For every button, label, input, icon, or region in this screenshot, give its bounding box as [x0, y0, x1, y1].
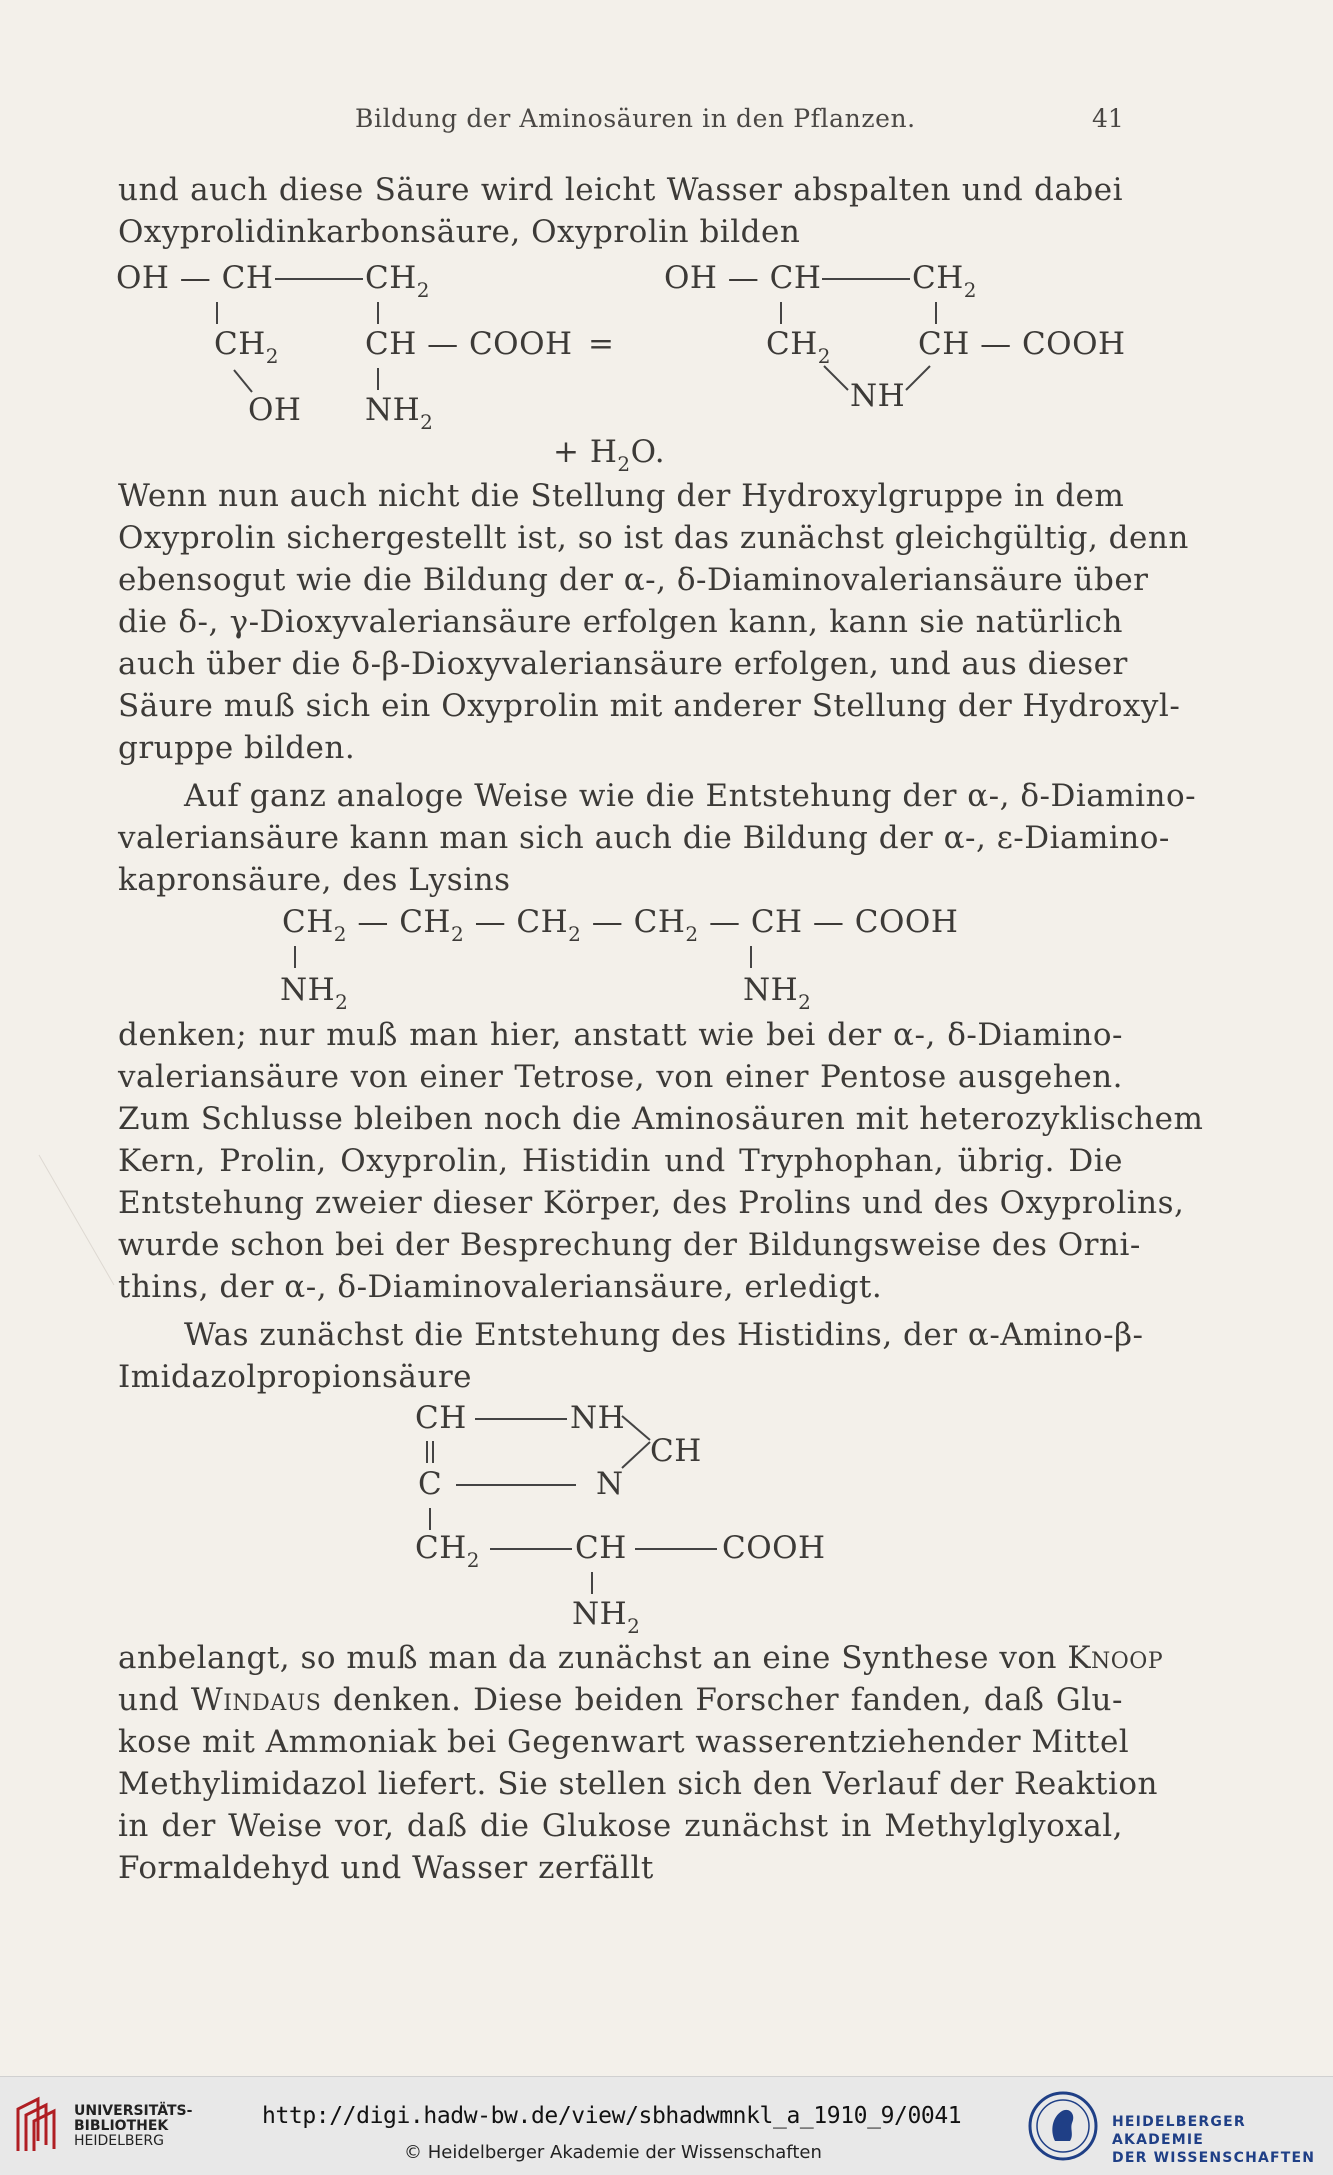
text-line: kapronsäure, des Lysins: [118, 862, 511, 898]
formula-text: N: [596, 1466, 624, 1502]
text-line: die δ-, γ-Dioxyvaleriansäure erfolgen kann, kann sie natürlich: [118, 604, 1123, 640]
formula-text: CH — COOH: [918, 326, 1126, 362]
text-line: Oxyprolin sichergestellt ist, so ist das zunächst gleichgültig, denn: [118, 520, 1189, 556]
formula-text: NH: [570, 1400, 626, 1436]
formula-text: $CH_2$: [766, 326, 831, 368]
formula-text: =: [588, 326, 615, 362]
text-line: anbelangt, so muß man da zunächst an eine Synthese von Knoop: [118, 1640, 1164, 1676]
bond-line: [426, 1441, 428, 1463]
bond-line: [780, 302, 782, 324]
text-line: Imidazolpropionsäure: [118, 1359, 473, 1395]
text-line: Formaldehyd und Wasser zerfällt: [118, 1850, 654, 1886]
bond-line: [490, 1548, 572, 1550]
bond-line: [432, 1441, 434, 1463]
text-line: auch über die δ-β-Dioxyvaleriansäure erfolgen, und aus dieser: [118, 646, 1128, 682]
text-line: in der Weise vor, daß die Glukose zunächst in Methylglyoxal,: [118, 1808, 1123, 1844]
bond-line: [275, 278, 363, 280]
author-name: Knoop: [1067, 1640, 1164, 1676]
formula-text: CH: [575, 1530, 627, 1566]
formula-text: $CH_2$: [365, 260, 430, 302]
text-line: kose mit Ammoniak bei Gegenwart wasserentziehender Mittel: [118, 1724, 1130, 1760]
text-line: thins, der α-, δ-Diaminovaleriansäure, erledigt.: [118, 1269, 883, 1305]
formula-text: NH: [850, 378, 906, 414]
text-line: Entstehung zweier dieser Körper, des Prolins und des Oxyprolins,: [118, 1185, 1185, 1221]
formula-text: CH: [650, 1433, 702, 1469]
paper-stain: [0, 1155, 114, 1315]
bond-line: [456, 1484, 576, 1486]
text-line: Was zunächst die Entstehung des Histidins, der α-Amino-β-: [184, 1317, 1144, 1353]
formula-text: OH: [248, 392, 302, 428]
formula-text: $NH_2$: [743, 972, 812, 1014]
bond-line: [750, 946, 752, 968]
formula-text: + $H_2O$.: [553, 434, 666, 476]
formula-text: COOH: [722, 1530, 826, 1566]
academy-name: HEIDELBERGER AKADEMIE DER WISSENSCHAFTEN: [1112, 2114, 1316, 2166]
bond-line: [591, 1572, 593, 1594]
text-line: Auf ganz analoge Weise wie die Entstehung der α-, δ-Diamino-: [184, 778, 1197, 814]
bond-line: [294, 946, 296, 968]
text-line: Säure muß sich ein Oxyprolin mit anderer Stellung der Hydroxyl-: [118, 688, 1181, 724]
text-line: Kern, Prolin, Oxyprolin, Histidin und Tryphophan, übrig. Die: [118, 1143, 1123, 1179]
university-library-logo-icon: [14, 2095, 56, 2153]
text-line: und auch diese Säure wird leicht Wasser abspalten und dabei: [118, 172, 1123, 208]
formula-text: $NH_2$: [280, 972, 349, 1014]
text-line: Methylimidazol liefert. Sie stellen sich den Verlauf der Reaktion: [118, 1766, 1159, 1802]
formula-text: $NH_2$: [572, 1596, 641, 1638]
permalink[interactable]: http://digi.hadw-bw.de/view/sbhadwmnkl_a_1910_9/0041: [262, 2103, 962, 2129]
bond-line: [902, 364, 932, 394]
text-line: Zum Schlusse bleiben noch die Aminosäuren mit heterozyklischem: [118, 1101, 1204, 1137]
text-line: gruppe bilden.: [118, 730, 356, 766]
bond-line: [822, 278, 910, 280]
formula-text: CH — COOH: [365, 326, 573, 362]
text-line: wurde schon bei der Besprechung der Bildungsweise des Orni-: [118, 1227, 1141, 1263]
formula-text: $CH_2$: [415, 1530, 480, 1572]
page-number: 41: [1092, 104, 1124, 133]
text-line: denken; nur muß man hier, anstatt wie bei der α-, δ-Diamino-: [118, 1017, 1123, 1053]
text-line: ebensogut wie die Bildung der α-, δ-Diaminovaleriansäure über: [118, 562, 1149, 598]
university-library-name: UNIVERSITÄTS- BIBLIOTHEK HEIDELBERG: [74, 2103, 193, 2149]
author-name: Windaus: [190, 1682, 322, 1718]
bond-line: [635, 1548, 717, 1550]
bond-line: [822, 364, 852, 394]
bond-line: [475, 1418, 567, 1420]
formula-text: OH — CH: [116, 260, 274, 296]
academy-seal-icon: [1028, 2091, 1098, 2161]
running-header: Bildung der Aminosäuren in den Pflanzen.: [355, 104, 916, 133]
text-line: Oxyprolidinkarbonsäure, Oxyprolin bilden: [118, 214, 801, 250]
bond-line: [377, 368, 379, 390]
text-line: Wenn nun auch nicht die Stellung der Hydroxylgruppe in dem: [118, 478, 1125, 514]
footer-bar: [0, 2076, 1333, 2175]
text-line: und Windaus denken. Diese beiden Forscher fanden, daß Glu-: [118, 1682, 1123, 1718]
bond-line: [935, 302, 937, 324]
formula-text: OH — CH: [664, 260, 822, 296]
formula-text: $NH_2$: [365, 392, 434, 434]
bond-line: [216, 302, 218, 324]
bond-line: [377, 302, 379, 324]
text-line: valeriansäure von einer Tetrose, von einer Pentose ausgehen.: [118, 1059, 1123, 1095]
formula-text: C: [418, 1466, 443, 1502]
bond-line: [429, 1508, 431, 1530]
copyright-notice: © Heidelberger Akademie der Wissenschaften: [404, 2142, 822, 2163]
formula-text: CH: [415, 1400, 467, 1436]
formula-text: $CH_2$: [214, 326, 279, 368]
formula-text: $CH_2$: [912, 260, 977, 302]
formula-text: $CH_2$ — $CH_2$ — $CH_2$ — $CH_2$ — CH — COOH: [282, 904, 959, 946]
text-line: valeriansäure kann man sich auch die Bildung der α-, ε-Diamino-: [118, 820, 1170, 856]
